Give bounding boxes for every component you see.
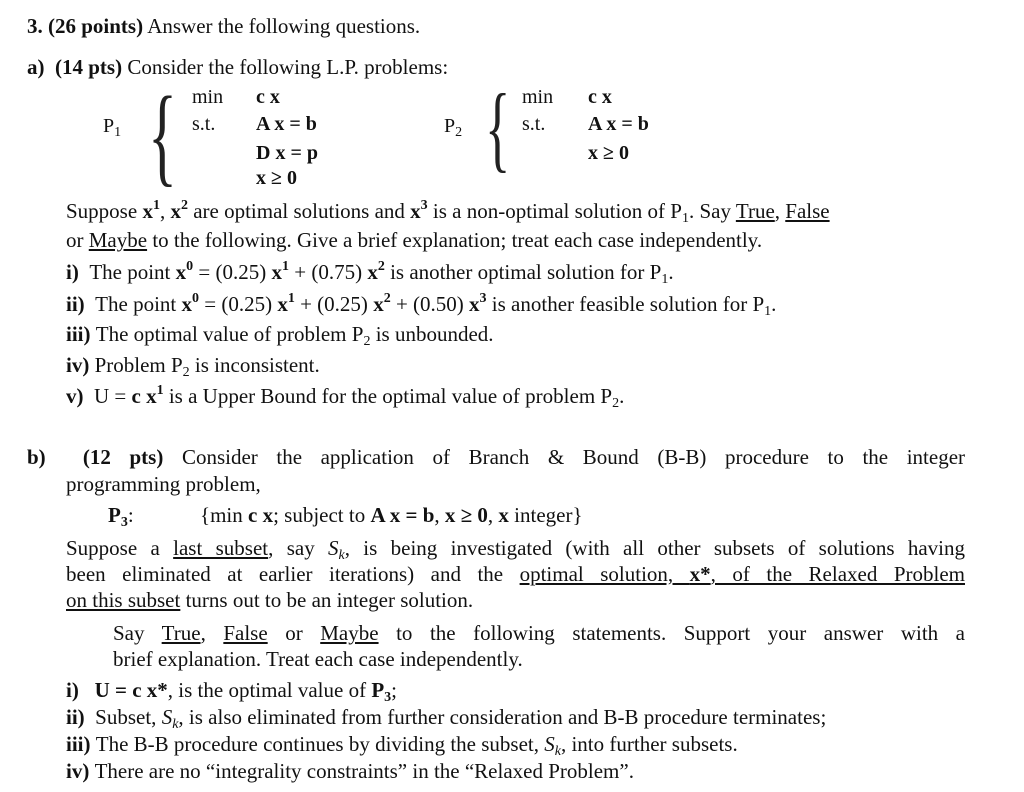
p1-objective: c x <box>256 86 280 108</box>
p1-brace: { <box>148 74 178 196</box>
part-a-suppose-line-2: or Maybe to the following. Give a brief explanation; treat each case independently. <box>66 228 763 252</box>
part-a-suppose-line-1: Suppose $x^1$, $x^2$ are optimal solutions and $x^3$ is a non-optimal solution of $P_1$. Say True, False <box>66 198 830 226</box>
p1-name: $P_1$ <box>103 115 122 140</box>
part-a-points: (14 pts) <box>55 55 123 79</box>
p2-st: s.t. <box>522 113 546 135</box>
p1-constraint-2: D x = p <box>256 142 318 164</box>
p1-constraint-1: A x = b <box>256 113 317 135</box>
part-b-heading: b) (12 pts) Consider the application of Branch & Bound (B-B) procedure to the integer <box>27 445 966 469</box>
part-a-item-iii: iii) The optimal value of problem $P_2$ is unbounded. <box>66 322 494 349</box>
part-a-heading <box>27 54 448 80</box>
part-a-label: a) <box>27 55 45 79</box>
part-b-suppose-line-3: on this subset turns out to be an integer solution. <box>66 588 474 612</box>
p2-brace: { <box>485 74 511 181</box>
part-a-text: Consider the following L.P. problems: <box>127 55 449 79</box>
p2-objective: c x <box>588 86 612 108</box>
part-a-item-v: v) U = c $x^1$ is a Upper Bound for the optimal value of problem $P_2$. <box>66 383 625 411</box>
part-b-heading-line-2: programming problem, <box>66 472 261 496</box>
part-b-say-line-1: Say True, False or Maybe to the following statements. Support your answer with a <box>113 621 965 645</box>
part-b-say-line-2: brief explanation. Treat each case independently. <box>113 647 523 671</box>
part-b-item-iii: iii) The B-B procedure continues by dividing the subset, $S_k$, into further subsets. <box>66 732 738 759</box>
p1-st: s.t. <box>192 113 216 135</box>
p1-constraint-3: x ≥ 0 <box>256 167 297 189</box>
part-b-item-iv: iv) There are no “integrality constraints” in the “Relaxed Problem”. <box>66 759 634 783</box>
problem-p3-name: $P_3$: <box>108 503 134 530</box>
p1-min: min <box>192 86 224 108</box>
p2-name: $P_2$ <box>444 115 463 140</box>
question-number: 3. <box>27 14 43 38</box>
question-3-heading <box>27 13 420 39</box>
p2-constraint-1: A x = b <box>588 113 649 135</box>
problem-p3-formula: {min c x; subject to A x = b, x ≥ 0, x integer} <box>200 503 583 527</box>
part-a-item-i: i) The point $x^0 = (0.25) x^1 + (0.75)$ $x^2$ is another optimal solution for $P_1$. <box>66 259 674 287</box>
part-a-item-ii: ii) The point $x^0 = (0.25) x^1 + (0.25) x^2 + (0.50)$ $x^3$ is another feasible solution for $P_1$. <box>66 291 777 319</box>
part-b-suppose-line-2: been eliminated at earlier iterations) and the optimal solution, x*, of the Relaxed Problem <box>66 562 965 586</box>
part-b-item-ii: ii) Subset, $S_k$, is also eliminated from further consideration and B-B procedure terminates; <box>66 705 827 732</box>
p2-constraint-2: x ≥ 0 <box>588 142 629 164</box>
part-a-item-iv: iv) Problem $P_2$ is inconsistent. <box>66 353 320 380</box>
part-b-suppose-line-1: Suppose a last subset, say $S_k$, is being investigated (with all other subsets of solutions having <box>66 536 965 563</box>
part-b-item-i: i) U = c x*, is the optimal value of $P_3$; <box>66 678 397 705</box>
question-text: Answer the following questions. <box>147 14 421 38</box>
question-points: (26 points) <box>48 14 144 38</box>
p2-min: min <box>522 86 554 108</box>
